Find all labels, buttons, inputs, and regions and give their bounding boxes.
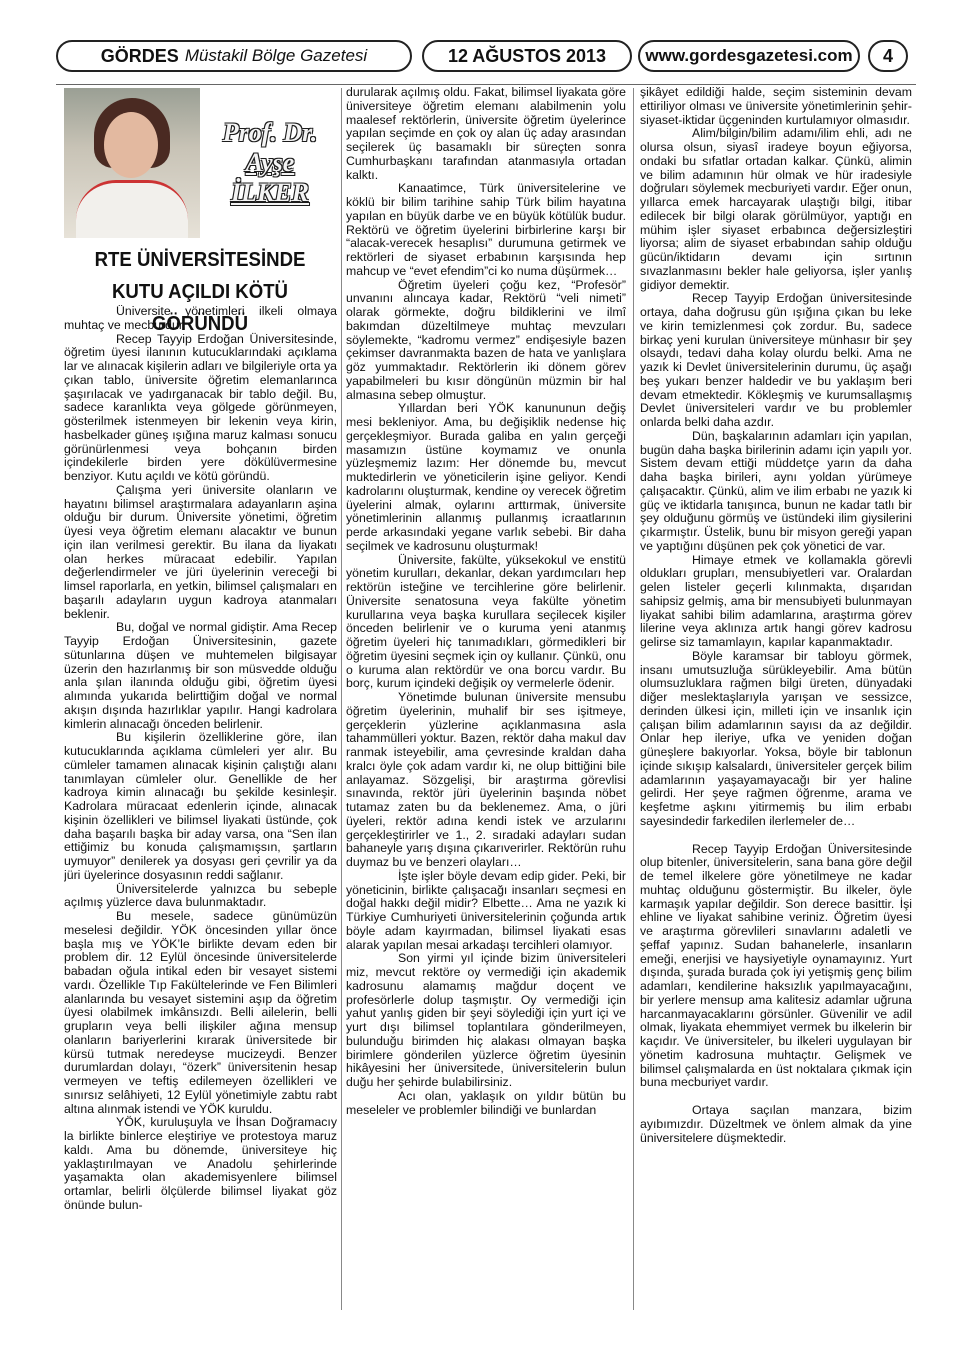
article-paragraph: Kanaatimce, Türk üniversitelerine ve köklü bir bilim tarihine sahip Türk bilim hayatına yapılan en büyük darbe ve en büyük kötülük budur. Rektörü ve öğretim üyelerini birbirlerine karşı bir “alacak-verecek hesaplısı” durumuna getirmek ve rektörleri de siyaset erbabının karşısında hep mahcup ve “evet efendim”ci ko numa düşürmek… [346,181,626,278]
article-paragraph: İşte işler böyle devam edip gider. Peki, bir yöneticinin, birlikte çalışacağı insanları seçmesi en doğal hakkı değil midir? Elbette… Ama ne yazık ki Türkiye Cumhuriyeti üniversitelerinin çoğunda artık böyle adam kayırmadan, bilimsel liyakati esas alarak yapılan mesai arkadaşı tercihleri olamıyor. [346,868,626,952]
author-first-name: Ayşe [245,148,295,177]
article-paragraph: Yönetimde bulunan üniversite mensubu öğretim üyelerinin, muhalif bir ses işitmeye, gerçeklerin yüzlerine açıklanmasına asla tahammülleri yoktur. Bazen, rektör daha makul dav ranmak isteyebilir, ama çevresinde kraldan daha kralcı öyle çok adam vardır ki, ne olup bittiğini bile anlayamaz. Sözgelişi, bir araştırma görevlisi sınavında, rektör jüri üyelerinin başında nöbet tutamaz zaten bu da beklenemez. Ama, o jüri üyeleri, rektör adına kendi istek ve arzularını gerçekleştirirler ve 1., 2. sıradaki adayları sudan bahaneyle yarış dışına çıkarıverirler. Rektörün ruhu duymaz bu ve benzeri olayları… [346,690,626,869]
article-paragraph: Yıllardan beri YÖK kanununun değiş mesi bekleniyor. Ama, bu değişiklik nedense hiç gerçekleşmiyor. Burada galiba en yalın gerçeği masamızın üstüne koymamız ve onunla yüzleşmemiz lazım: Her dönemde bu, mevcut muktedirlerin ve yöneticilerin işine geliyor. Kendi kadrolarını oluşturmak, kendine oy verecek öğretim üyelerini almak, oylarını arttırmak, üniversite yönetimlerinin allanmış pullanmış icraatlarının perde arkasındaki yegane varlık sebebi. Bir daha seçilmek ve kadrosunu oluşturmak! [346,401,626,553]
header-divider [56,84,916,85]
article-paragraph: Acı olan, yaklaşık on yıldır bütün bu meseleler ve problemler bilindiği ve bunlardan [346,1088,626,1117]
article-paragraph: Himaye etmek ve kollamakla görevli oldukları grupları, mensubiyetleri var. Oralardan gelen listeler geçerli kılınmakta, dışarıdan sahipsiz gelmiş, ama bir mensubiyeti bulunmayan liyakat sahibi bilim adamlarına, araştırma görev lilerine veya aklınıza artık hangi görev kadrosu gelirse siz tamamlayın, kapılar kapanmaktadır. [640,552,912,649]
column-divider [633,88,634,1310]
article-paragraph: Bu mesele, sadece günümüzün meselesi değildir. YÖK öncesinden yıllar önce başla mış ve YÖK’le birlikte devam eden bir problem dir. 12 Eylül öncesinde üniversitelerde babadan oğula intikal eden bir vesayet sistemi vardı. Özellikle Tıp Fakültelerinde ve Fen Bilimleri alanlarında bu vesayet sistemini aşıp da öğretim üyesi olabilmek imkânsızdı. Belli ailelerin, belli grupların veya belli ilişkiler ağına mensup olanların bariyerlerini kırarak üniversitede bir kürsü tutmak neredeyse mucizeydi. Benzer durumlardan dolayı, “özerk” üniversitenin hesap vermeyen ve teftiş edilemeyen özellikleri ve sınırsız selâhiyeti, 12 Eylül yönetimiyle zabtu rabt altına alınmak istendi ve YÖK kuruldu. [64,909,337,1116]
article-paragraph: şikâyet edildiği halde, seçim sisteminin devam ettiriliyor olması ve üniversite yönetimlerinin şehir-siyaset-iktidar üçgeninden kurtulamıyor olmasıdır. [640,86,912,127]
article-paragraph: Üniversite, fakülte, yüksekokul ve enstitü yönetim kurulları, dekanlar, dekan yardımcıları hep rektörün isteğine ve tercihlerine göre belirlenir. Üniversite senatosuna veya fakülte yönetim kurullarına veya başka kurullara seçilecek kişiler önceden belirlenir ve o kuruma yeni atanmış öğretim üyeleri hiç tanımadıkları, görmedikleri bir öğretim üyesini seçmek için oy kullanır. Çünkü, onu o kuruma alan rektördür ve ona borcu vardır. Bu borç, kurum içindeki değişik oy vermelerle ödenir. [346,552,626,691]
paper-subtitle: Müstakil Bölge Gazetesi [184,46,368,65]
headline-line-2: KUTU AÇILDI KÖTÜ GÖRÜNDÜ [111,281,289,335]
article-paragraph: Son yirmi yıl içinde bizim üniversiteleri miz, mevcut rektöre oy vermediği için akademik kadrosunu alamamış mağdur doçent ve profesörlerle dolup taşmıştır. Oy vermediği için yahut yanlış giden bir şeyi söylediği için yurt içi ve yurt dışı bilimsel toplantılara gönderilmeyen, bulunduğu birimden hiç alakası olmayan başka birimlere gönderilen yüzlerce öğretim üyesinin hikâyesini her üniversitede, üniversitelerin bulun duğu her şehirde bulabilirsiniz. [346,951,626,1089]
article-paragraph: Recep Tayyip Erdoğan Üniversitesinde, öğretim üyesi ilanının kutucuklarındaki açıklama lar ve alınacak kişilerin adları ve bilgileriyle orta ya çıkan tablo, üniversite öğretim elemanlarınca şaşırılacak ve yadırganacak bir tablo değil. Bu, sadece karanlıkta veya gölgede görünmeyen, gösterilmek istenmeyen bir lekenin veya kirin, hasbelkader güneş ışığına maruz kalması sonucu görünürlenmesi veya bohçanın birden içindekilerle birden yere dökülüvermesine benziyor. Kutu açıldı ve kötü göründü. [64,331,337,483]
article-paragraph: Üniversite yönetimleri ilkeli olmaya muhtaç ve mecburdur. [64,305,337,332]
author-photo [64,88,200,238]
article-paragraph: Çalışma yeri üniversite olanların ve hayatını bilimsel araştırmalara adayanların aşina olduğu bir durum. Üniversite yönetimi, öğretim üyesi veya öğretim elemanı alacaktır ve bunun için ilan verilmesi gerektir. Bu ilana da liyakatı olan herkes müracaat edebilir. Yapılan değerlendirmeler ve jüri üyelerinin vereceği bi limsel raporlarla, en yetkin, bilimsel çalışmaları en başarılı adayların uygun kadroya atanmaları beklenir. [64,482,337,621]
headline-line-1: RTE ÜNİVERSİTESİNDE [94,249,306,271]
article-paragraph: Böyle karamsar bir tabloyu görmek, insanı umutsuzluğa sürükleyebilir. Ama bütün olumsuzluklara rağmen bilgi üreten, dünyadaki diğer meslektaşlarıyla yarışan ve sessizce, derinden ülkesi için, milleti için ve insanlık için çalışan bilim adamlarının sayısı da az değildir. Onlar hep ileriye, ufka ve yeniden doğan güneşlere bakıyorlar. Yoksa, böyle bir tablonun içinde sıkışıp kalsalardı, üniversiteler gerçek bilim adamlarının yaşayamayacağı bir yer haline gelirdi. Her şeye rağmen öğrenme, arama ve keşfetme aşkını yitirmemiş bu ilim erbabı sayesindedir farkedilen ilerlemeler de… [640,648,912,828]
article-column-3 [640,86,912,1310]
author-byline [206,118,334,208]
article-column-1 [64,305,337,1310]
paper-name: GÖRDES [100,45,179,66]
page-number: 4 [868,40,908,72]
issue-date: 12 AĞUSTOS 2013 [422,40,632,72]
author-last-name: İLKER [230,178,310,207]
article-paragraph: Dün, başkalarının adamları için yapılan, bugün daha başka birilerinin adamı için yapılı yor. Sistem devam ettiği müddetçe yarın da daha daha başka birileri, aynı yoldan yürümeye çalışacaktır. Çünkü, alim ve ilim erbabı ne yazık ki güç ve iktidarla tanışınca, bunun ne kadar tatlı bir şey olduğunu görmüş ve üstündeki ilim giysilerini çıkarmıştır. Üstelik, bunu bir misyon gereği yapan ve yaptığını düşünen pek çok yönetici de var. [640,428,912,553]
article-paragraph: Bu, doğal ve normal gidiştir. Ama Recep Tayyip Erdoğan Üniversitesinin, gazete sütunlarına düşen ve muhtemelen bilgisayar üzerin den hazırlanmış bir son müsvedde olduğu anla şılan ilanında olduğu gibi, öğretim üyesi alımında yukarıda belirttiğim doğal ve normal akışın dışında hazırlıklar yapılır. Hangi kadrolara kimlerin alınacağı önceden belirlenir. [64,620,337,731]
article-paragraph: Alim/bilgin/bilim adamı/ilim ehli, adı ne olursa olsun, siyasî iradeye boyun eğiyorsa, ondaki bu sıfatlar ortadan kalkar. Çünkü, alimin ve bilim adamının hür olmak ve hür iradesiyle doğruları söylemek mecburiyeti vardır. Eğer onun, yıllarca emek harcayarak ulaştığı bilgi, itibar edilecek bir bilgi olarak görülmüyor, yaptığı en mühim işler siyaset erbabınca değersizleştiri liyorsa; alim de siyaset erbabından sahip olduğu gücün/iktidarın devamı için sırtının sıvazlanmasını bekler hale geliyorsa, işler yanlış gidiyor demektir. [640,126,912,292]
article-column-2 [346,86,626,1310]
article-paragraph: Öğretim üyeleri çoğu kez, “Profesör” unvanını alıncaya kadar, Rektörü “veli nimeti” olarak görmekte, doğru bildiklerini ve ilmî bakımdan düzeltilmeye muhtaç mevzuları söylemekte, “kadromu vermez” endişesiyle bazen çekimser davranmakta bazen de hata ve yanlışlara göz yummaktadır. Rektörlerin iki dönem görev yapabilmeleri bu kısır döngünün müzmin bir hal almasına sebep olmuştur. [346,277,626,402]
article-paragraph: YÖK, kuruluşuyla ve İhsan Doğramacıy la birlikte binlerce eleştiriye ve protestoya maruz kaldı. Ama bu dönemde, üniversiteye hiç yaklaştırılmayan ve Anadolu şehirlerinde yaşamakta olan akademisyenlere bilimsel ortamlar, belirli ölçülerde bilimsel liyakat göz önünde bulun- [64,1115,337,1212]
article-paragraph: Recep Tayyip Erdoğan Üniversitesinde olup bitenler, üniversitelerin, sana bana göre değil de temel ilkelere göre yönetilmeye ne kadar muhtaç olduğunu göstermiştir. Bu ilkeler, öyle karmaşık yapılar değildir. Son derece basittir. İşi ehline ve liyakat sahibine veriniz. Öğretim üyesi ve araştırma görevlileri sınavlarını adaletli ve şeffaf yapınız. Sudan bahanelerle, insanların emeği, enerjisi ve haysiyetiyle oynamayınız. Yurt dışında, şurada burada çok iyi yetişmiş genç bilim adamları, kendilerine haksızlık yapılmayacağını, bir yerlere mensup ama kalitesiz adamlar uğruna harcanmayacaklarını görsünler. Güvenilir ve adil olmak, liyakata ehemmiyet vermek bu ilkelerin bir kaçıdır. Ve üniversiteler, bu ilkeleri uygulayan bir yönetim kadrosuna muhtaçtır. Gelişmek ve bilimsel çalışmalarda en üst noktalara çıkmak için buna mecburiyet vardır. [640,841,912,1090]
article-paragraph: Üniversitelerde yalnızca bu sebeple açılmış yüzlerce dava bulunmaktadır. [64,881,337,910]
author-title: Prof. Dr. [222,118,318,147]
paper-title [56,40,412,72]
article-paragraph: Bu kişilerin özelliklerine göre, ilan kutucuklarında açıklama cümleleri yer alır. Bu cümleler tamamen alınacak kişinin çalıştığı alanı tanımlayan cümleler olur. Genellikle de her kadroya kimin alınacağı bu şekilde kesinleşir. Kadrolara müracaat edenlerin içinde, alınacak kişinin özellikleri ve bilimsel liyakati üstünde, çok daha başarılı başka bir aday varsa, ona “Sen ilan ettiğimiz bu konuda çalışmamışsın, şartların uymuyor” denilerek ya dosyası geri çevrilir ya da jüri üyelerince dosyasının reddi sağlanır. [64,730,337,882]
article-paragraph: durularak açılmış oldu. Fakat, bilimsel liyakata göre üniversiteye öğretim elemanı alabilmenin yolu maalesef rektörlerin, üniversite öğretim üyelerince yapılan seçimde en çok oy alan üç aday arasından seçilerek üç basamaklı bir süreçten sonra Cumhurbaşkanı tarafından atanmasıyla ortadan kalktı. [346,86,626,182]
article-paragraph: Recep Tayyip Erdoğan üniversitesinde ortaya, daha doğrusu gün ışığına çıkan bu leke ve kirin temizlenmesi çok zordur. Bu, sadece birkaç yeni kurulan üniversiteye münhasır bir şey olsaydı, tedavi daha kolay olurdu belki. Ama ne yazık ki Devlet üniversitelerinin durumu, üç aşağı beş yukarı benzer haldedir ve bu yaklaşım beri devam etmektedir. Kökleşmiş ve kurumsallaşmış Devlet üniversiteleri vardır ve bu problemler onlarda belki daha azdır. [640,291,912,429]
website-link[interactable]: www.gordesgazetesi.com [638,40,860,72]
article-paragraph: Ortaya saçılan manzara, bizim ayıbımızdır. Düzeltmek ve önlem almak da yine üniversitelere düşmektedir. [640,1103,912,1145]
column-divider [341,88,342,1310]
